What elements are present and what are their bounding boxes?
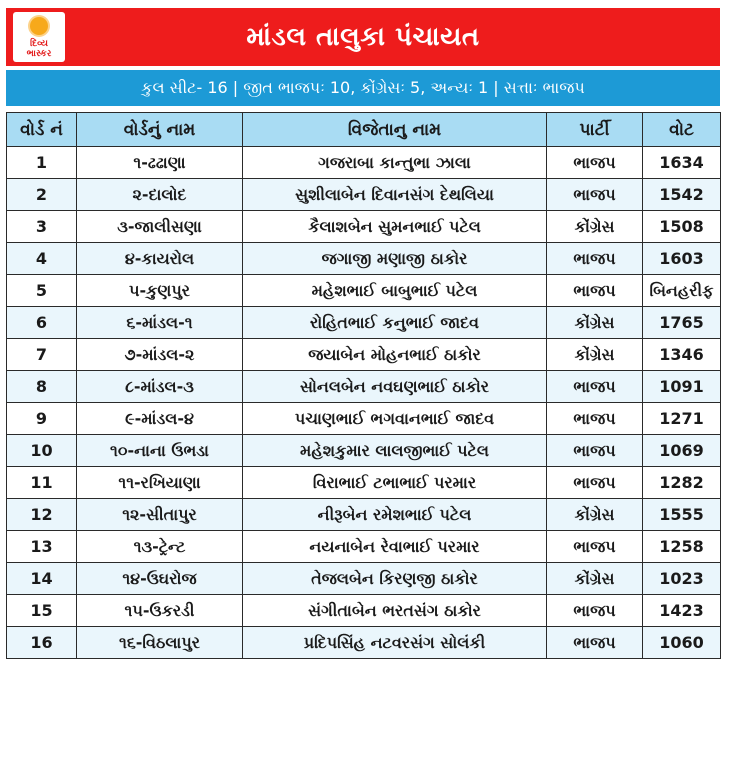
party-cell: ભાજપ [547,435,643,467]
table-row [7,467,721,499]
summary-bar: કુલ સીટ- 16 | જીત ભાજપઃ 10, કોંગ્રેસઃ 5, અન્યઃ 1 | સત્તાઃ ભાજપ [6,70,720,106]
ward-name-cell: ૭-માંડલ-૨ [77,339,243,371]
votes-cell: 1023 [643,563,721,595]
winner-name-cell: કૈલાશબેન સુમનભાઈ પટેલ [243,211,547,243]
winner-name-cell: સંગીતાબેન ભરતસંગ ઠાકોર [243,595,547,627]
ward-no-cell: 10 [7,435,77,467]
results-card [6,8,722,758]
votes-cell: 1423 [643,595,721,627]
winner-name-cell: નયનાબેન રેવાભાઈ પરમાર [243,531,547,563]
party-cell: કોંગ્રેસ [547,307,643,339]
ward-no-cell: 2 [7,179,77,211]
ward-no-cell: 3 [7,211,77,243]
table-row [7,275,721,307]
ward-name-cell: ૧૫-ઉકરડી [77,595,243,627]
ward-name-cell: ૧-ઢઢાણા [77,147,243,179]
ward-name-cell: ૧૪-ઉઘરોજ [77,563,243,595]
header-ward-no: વોર્ડ નં [7,113,77,147]
ward-name-cell: ૨-દાલોદ [77,179,243,211]
votes-cell: 1508 [643,211,721,243]
party-cell: કોંગ્રેસ [547,499,643,531]
votes-cell: 1603 [643,243,721,275]
table-row [7,531,721,563]
party-cell: ભાજપ [547,179,643,211]
party-cell: ભાજપ [547,627,643,659]
sun-icon [30,17,48,35]
ward-no-cell: 5 [7,275,77,307]
table-row [7,147,721,179]
table-row [7,371,721,403]
ward-no-cell: 6 [7,307,77,339]
winner-name-cell: મહેશભાઈ બાબુભાઈ પટેલ [243,275,547,307]
logo-line1: દિવ્ય [30,39,48,49]
votes-cell: 1346 [643,339,721,371]
results-table [6,112,721,659]
winner-name-cell: નીરૂબેન રમેશભાઈ પટેલ [243,499,547,531]
title-banner [6,8,720,66]
votes-cell: બિનહરીફ [643,275,721,307]
ward-no-cell: 14 [7,563,77,595]
party-cell: ભાજપ [547,531,643,563]
table-header-row [7,113,721,147]
party-cell: ભાજપ [547,403,643,435]
ward-no-cell: 8 [7,371,77,403]
votes-cell: 1271 [643,403,721,435]
table-row [7,499,721,531]
table-row [7,563,721,595]
ward-name-cell: ૬-માંડલ-૧ [77,307,243,339]
winner-name-cell: મહેશકુમાર લાલજીભાઈ પટેલ [243,435,547,467]
header-winner-name: વિજેતાનુ નામ [243,113,547,147]
ward-no-cell: 11 [7,467,77,499]
votes-cell: 1258 [643,531,721,563]
table-row [7,595,721,627]
votes-cell: 1060 [643,627,721,659]
ward-name-cell: ૫-કુણપુર [77,275,243,307]
party-cell: ભાજપ [547,147,643,179]
ward-name-cell: ૧૦-નાના ઉભડા [77,435,243,467]
ward-name-cell: ૮-માંડલ-૩ [77,371,243,403]
party-cell: ભાજપ [547,467,643,499]
header-party: પાર્ટી [547,113,643,147]
party-cell: કોંગ્રેસ [547,339,643,371]
ward-name-cell: ૯-માંડલ-૪ [77,403,243,435]
winner-name-cell: તેજલબેન કિરણજી ઠાકોર [243,563,547,595]
table-row [7,211,721,243]
newspaper-logo [13,12,65,62]
party-cell: કોંગ્રેસ [547,563,643,595]
ward-name-cell: ૧૬-વિઠલાપુર [77,627,243,659]
party-cell: ભાજપ [547,243,643,275]
winner-name-cell: વિરાભાઈ ટભાભાઈ પરમાર [243,467,547,499]
table-row [7,435,721,467]
votes-cell: 1282 [643,467,721,499]
votes-cell: 1634 [643,147,721,179]
winner-name-cell: જયાબેન મોહનભાઈ ઠાકોર [243,339,547,371]
ward-name-cell: ૩-જાલીસણા [77,211,243,243]
ward-name-cell: ૪-કાયરોલ [77,243,243,275]
votes-cell: 1091 [643,371,721,403]
ward-no-cell: 13 [7,531,77,563]
winner-name-cell: ગજરાબા કાન્તુભા ઝાલા [243,147,547,179]
party-cell: ભાજપ [547,275,643,307]
ward-no-cell: 4 [7,243,77,275]
ward-name-cell: ૧૨-સીતાપુર [77,499,243,531]
logo-text [27,39,52,59]
winner-name-cell: સુશીલાબેન દિવાનસંગ દેથલિયા [243,179,547,211]
winner-name-cell: જગાજી મણાજી ઠાકોર [243,243,547,275]
ward-name-cell: ૧૧-રખિયાણા [77,467,243,499]
table-row [7,627,721,659]
ward-name-cell: ૧૩-ટ્રેન્ટ [77,531,243,563]
votes-cell: 1069 [643,435,721,467]
table-row [7,307,721,339]
table-row [7,179,721,211]
votes-cell: 1765 [643,307,721,339]
party-cell: ભાજપ [547,595,643,627]
page-title: માંડલ તાલુકા પંચાયત [246,21,480,52]
party-cell: કોંગ્રેસ [547,211,643,243]
ward-no-cell: 12 [7,499,77,531]
winner-name-cell: પચાણભાઈ ભગવાનભાઈ જાદવ [243,403,547,435]
ward-no-cell: 15 [7,595,77,627]
ward-no-cell: 16 [7,627,77,659]
table-row [7,403,721,435]
logo-line2: ભાસ્કર [26,49,52,59]
winner-name-cell: રોહિતભાઈ કનુભાઈ જાદવ [243,307,547,339]
ward-no-cell: 1 [7,147,77,179]
party-cell: ભાજપ [547,371,643,403]
table-row [7,243,721,275]
header-votes: વોટ [643,113,721,147]
votes-cell: 1555 [643,499,721,531]
winner-name-cell: સોનલબેન નવઘણભાઈ ઠાકોર [243,371,547,403]
votes-cell: 1542 [643,179,721,211]
header-ward-name: વોર્ડનું નામ [77,113,243,147]
ward-no-cell: 7 [7,339,77,371]
table-row [7,339,721,371]
winner-name-cell: પ્રદિપસિંહ નટવરસંગ સોલંકી [243,627,547,659]
ward-no-cell: 9 [7,403,77,435]
